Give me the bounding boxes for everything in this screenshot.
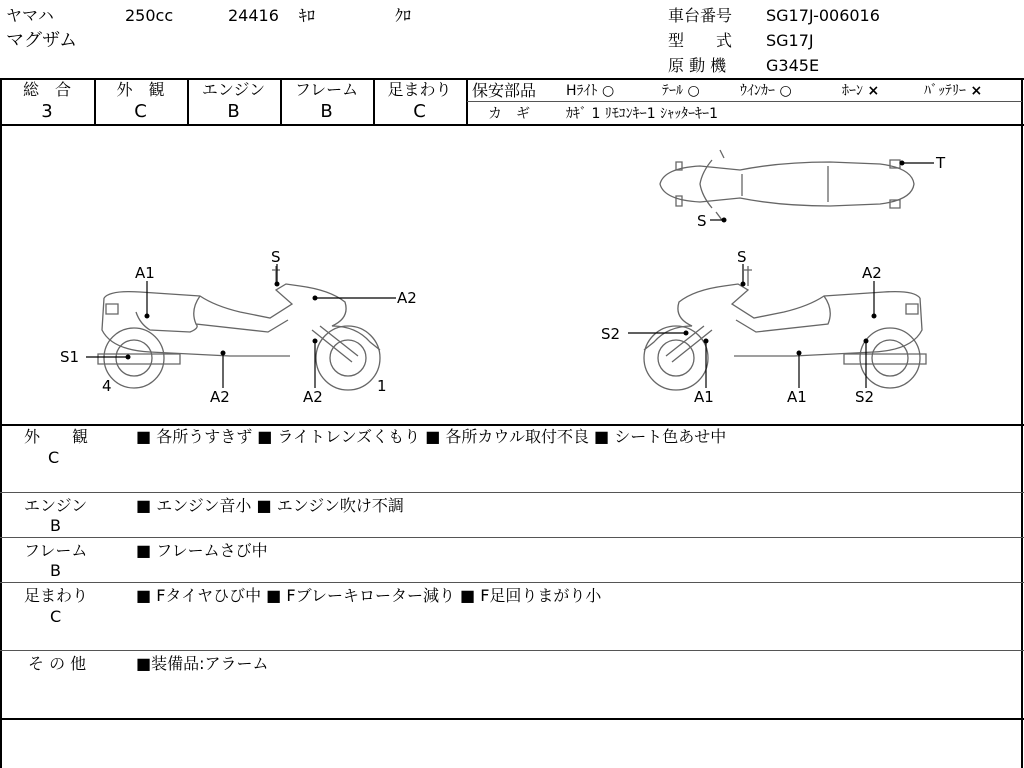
remark-suspension-text: ■ Fタイヤひび中 ■ Fブレーキローター減り ■ F足回りまがり小 bbox=[136, 586, 602, 605]
model-type-label: 型 式 bbox=[668, 31, 733, 50]
grade-suspension-value: C bbox=[413, 101, 426, 122]
remarks-divider bbox=[0, 650, 1024, 651]
horn-ng-mark: × bbox=[867, 83, 880, 99]
remarks-divider bbox=[0, 492, 1024, 493]
left-s-label: S bbox=[271, 248, 281, 266]
grade-exterior-label: 外 観 bbox=[116, 80, 165, 99]
safety-item-tail: ﾃｰﾙ ○ bbox=[662, 83, 700, 99]
right-s-label: S bbox=[737, 248, 747, 266]
scooter-left-view-drawing bbox=[98, 266, 380, 390]
remarks-bottom-border bbox=[0, 718, 1024, 720]
remarks-divider bbox=[0, 537, 1024, 538]
mileage-unit: ｷﾛ bbox=[299, 6, 316, 25]
left-a2-front-label: A2 bbox=[397, 289, 417, 307]
top-s-label: S bbox=[697, 212, 707, 230]
safety-label: 保安部品 bbox=[472, 81, 537, 100]
grade-overall-value: 3 bbox=[41, 101, 53, 122]
engine-no: G345E bbox=[766, 56, 820, 75]
model-name: マグザム bbox=[6, 30, 78, 51]
remark-other-text: ■装備品:アラーム bbox=[136, 654, 269, 673]
key-info: ｶｷﾞ 1 ﾘﾓｺﾝｷｰ1 ｼｬｯﾀｰｷｰ1 bbox=[566, 106, 719, 122]
tail-ok-mark: ○ bbox=[687, 83, 700, 99]
leader-lines bbox=[86, 163, 934, 388]
remark-suspension-label: 足まわり bbox=[24, 586, 89, 605]
remark-exterior-grade: C bbox=[48, 448, 60, 467]
remark-frame-label: フレーム bbox=[24, 541, 88, 560]
remark-engine-text: ■ エンジン音小 ■ エンジン吹け不調 bbox=[136, 496, 404, 515]
left-num1-label: 1 bbox=[377, 377, 387, 395]
frame-no-label: 車台番号 bbox=[668, 6, 733, 25]
safety-item-headlight: Hﾗｲﾄ ○ bbox=[566, 83, 615, 99]
top-t-label: T bbox=[936, 154, 946, 172]
right-s2-rear-label: S2 bbox=[855, 388, 875, 406]
safety-item-horn: ﾎｰﾝ × bbox=[842, 83, 880, 99]
remark-frame-text: ■ フレームさび中 bbox=[136, 541, 268, 560]
displacement: 250cc bbox=[125, 6, 174, 25]
remark-engine-label: エンジン bbox=[24, 496, 88, 515]
left-s1-label: S1 bbox=[60, 348, 80, 366]
safety-item-winker: ｳｲﾝｶｰ ○ bbox=[740, 83, 792, 99]
right-a1-bottom-label: A1 bbox=[787, 388, 807, 406]
grade-engine-label: エンジン bbox=[201, 80, 266, 99]
safety-item-battery: ﾊﾞｯﾃﾘｰ × bbox=[924, 83, 983, 99]
mileage: 24416 bbox=[228, 6, 279, 25]
left-num4-label: 4 bbox=[102, 377, 112, 395]
scooter-right-view-drawing bbox=[644, 266, 926, 390]
remark-exterior-text: ■ 各所うすきず ■ ライトレンズくもり ■ 各所カウル取付不良 ■ シート色あせ中 bbox=[136, 427, 727, 446]
remark-frame-grade: B bbox=[50, 561, 61, 580]
headlight-ok-mark: ○ bbox=[601, 83, 615, 99]
remark-other-label: そ の 他 bbox=[28, 654, 87, 673]
left-a1-label: A1 bbox=[135, 264, 155, 282]
remark-exterior-label: 外 観 bbox=[24, 427, 89, 446]
maker-name: ヤマハ bbox=[6, 6, 54, 25]
right-a1-bottom-label: A1 bbox=[694, 388, 714, 406]
grade-exterior-value: C bbox=[134, 101, 147, 122]
color: ｸﾛ bbox=[395, 6, 412, 25]
frame-no: SG17J-006016 bbox=[766, 6, 880, 25]
grade-frame-value: B bbox=[320, 101, 333, 122]
grade-overall-label: 総 合 bbox=[22, 80, 71, 99]
remark-suspension-grade: C bbox=[50, 607, 62, 626]
model-type: SG17J bbox=[766, 31, 814, 50]
winker-ok-mark: ○ bbox=[779, 83, 792, 99]
left-a2-bottom-label: A2 bbox=[210, 388, 230, 406]
right-a2-label: A2 bbox=[862, 264, 882, 282]
engine-label: 原 動 機 bbox=[668, 56, 727, 75]
battery-ng-mark: × bbox=[970, 83, 983, 99]
grade-engine-value: B bbox=[227, 101, 240, 122]
scooter-top-view-drawing bbox=[660, 150, 914, 220]
key-label: カ ギ bbox=[488, 106, 530, 122]
left-a2-bottom-label: A2 bbox=[303, 388, 323, 406]
grade-suspension-label: 足まわり bbox=[387, 80, 452, 99]
remark-engine-grade: B bbox=[50, 516, 61, 535]
remarks-divider bbox=[0, 582, 1024, 583]
remarks-top-border bbox=[0, 424, 1024, 426]
right-s2-front-label: S2 bbox=[601, 325, 621, 343]
grade-frame-label: フレーム bbox=[294, 80, 359, 99]
